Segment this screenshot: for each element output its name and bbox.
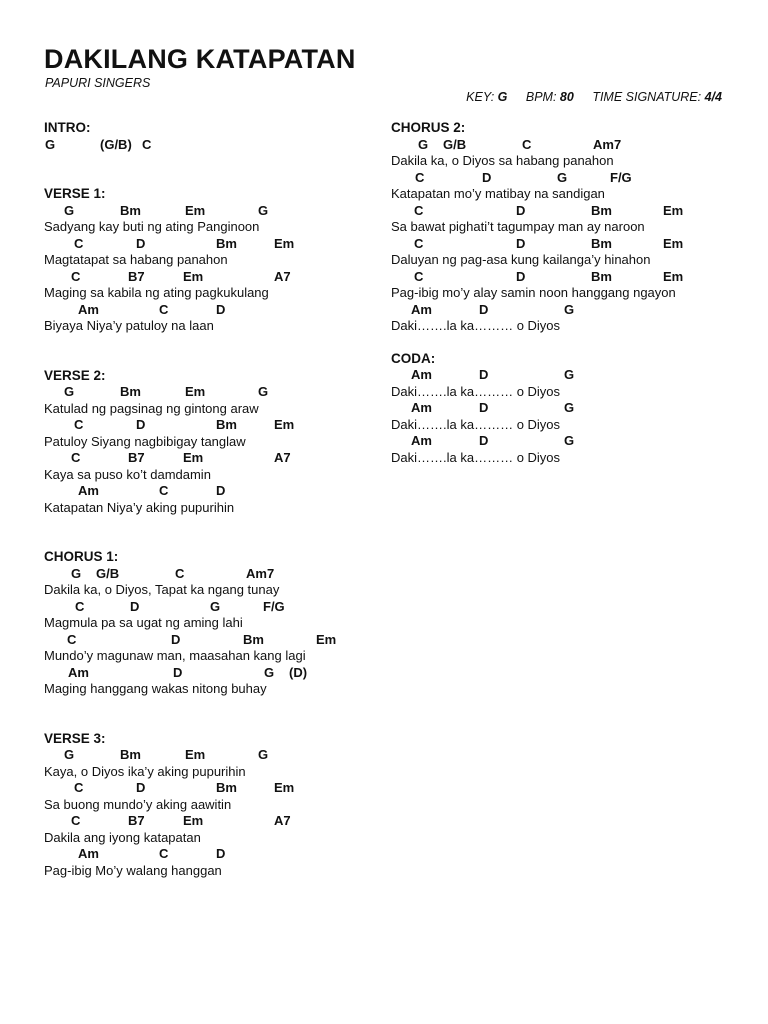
- chord-line: [44, 302, 389, 319]
- lyric-line: Kaya, o Diyos ika’y aking pupurihin: [44, 763, 246, 779]
- chord: C: [74, 417, 84, 432]
- chord: Em: [316, 631, 337, 647]
- lyric-line: Daki…….la ka……… o Diyos: [391, 318, 561, 333]
- chord-line: [391, 236, 736, 253]
- chord-line: [44, 846, 389, 863]
- chord-line: [391, 269, 736, 286]
- section-heading: INTRO:: [44, 120, 91, 135]
- chord: C: [71, 268, 81, 284]
- chord-line: [391, 137, 736, 154]
- chord: B7: [128, 268, 145, 284]
- chord: Em: [663, 268, 684, 284]
- song-artist: PAPURI SINGERS: [45, 76, 151, 90]
- chord: C: [142, 136, 152, 152]
- time-signature-value: 4/4: [704, 90, 722, 104]
- chord-line: [44, 236, 389, 253]
- lyric-line: Sa bawat pighati’t tagumpay man ay naroon: [391, 219, 645, 234]
- chord: F/G: [263, 598, 285, 614]
- song-section: [44, 731, 389, 880]
- lyric-line: Sa buong mundo’y aking aawitin: [44, 796, 232, 812]
- chord: D: [482, 169, 492, 185]
- section-heading: CHORUS 2:: [391, 120, 466, 135]
- chord: D: [173, 664, 183, 680]
- lyric-line: Dakila ka, o Diyos sa habang panahon: [391, 153, 614, 168]
- chord: D: [216, 483, 226, 498]
- chord-line: [44, 566, 389, 583]
- chord: Bm: [216, 417, 237, 432]
- song-section: [44, 120, 389, 153]
- chord-line: [391, 400, 736, 417]
- lyric-line: Dakila ka, o Diyos, Tapat ka ngang tunay: [44, 582, 280, 597]
- chord: Bm: [120, 384, 141, 399]
- lyric-line: Pag-ibig mo’y alay samin noon hanggang ngayon: [391, 285, 676, 300]
- chord: Em: [274, 417, 295, 432]
- lyric-line: Kaya sa puso ko’t damdamin: [44, 466, 211, 482]
- chord: G: [71, 565, 82, 581]
- chord: D: [479, 367, 489, 382]
- chord: Am: [78, 483, 99, 498]
- chord: G: [45, 136, 56, 152]
- chord: C: [175, 565, 185, 581]
- key-label: KEY:: [466, 90, 495, 104]
- chord: G: [258, 747, 269, 762]
- chord: D: [136, 235, 146, 251]
- lyric-line: Mundo’y magunaw man, maasahan kang lagi: [44, 648, 306, 663]
- chord: Am7: [593, 136, 622, 152]
- chord: Em: [183, 450, 204, 465]
- chord: Am: [68, 664, 89, 680]
- song-meta: [0, 90, 722, 104]
- chord: B7: [128, 813, 145, 828]
- chord: G: [210, 598, 221, 614]
- chord: Em: [185, 747, 206, 762]
- chord: A7: [274, 268, 291, 284]
- chord: Bm: [120, 202, 141, 218]
- chord: C: [74, 235, 84, 251]
- chord: G: [564, 400, 575, 415]
- chord: D: [216, 301, 226, 317]
- chord: D: [136, 417, 146, 432]
- chord: Em: [183, 268, 204, 284]
- lyric-line: Sadyang kay buti ng ating Panginoon: [44, 219, 260, 234]
- chord: C: [67, 631, 77, 647]
- lyric-line: Magmula pa sa ugat ng aming lahi: [44, 615, 243, 630]
- time-signature-label: TIME SIGNATURE:: [592, 90, 702, 104]
- chord: Am: [411, 433, 432, 448]
- chord: C: [71, 813, 81, 828]
- chord: C: [75, 598, 85, 614]
- chord: G: [258, 202, 269, 218]
- chord: B7: [128, 450, 145, 465]
- right-column: [391, 120, 736, 466]
- chord-line: [44, 665, 389, 682]
- chord: Bm: [216, 780, 237, 795]
- chord: Em: [185, 202, 206, 218]
- chord: Em: [274, 235, 295, 251]
- chord: Bm: [243, 631, 264, 647]
- chord: Bm: [591, 202, 612, 218]
- section-heading: CODA:: [391, 350, 436, 366]
- chord: Am: [411, 301, 432, 317]
- chord: Am: [411, 400, 432, 415]
- chord: D: [216, 846, 226, 861]
- chord: Am: [78, 846, 99, 861]
- chord: C: [414, 202, 424, 218]
- chord: G: [564, 301, 575, 317]
- chord: C: [415, 169, 425, 185]
- chord: C: [159, 846, 169, 861]
- song-section: [391, 120, 736, 335]
- chord: G: [64, 384, 75, 399]
- chord: G: [258, 384, 269, 399]
- chord: Bm: [591, 268, 612, 284]
- lyric-line: Daki…….la ka……… o Diyos: [391, 449, 561, 465]
- chord-line: [44, 813, 389, 830]
- song-section: [44, 368, 389, 517]
- chord: C: [522, 136, 532, 152]
- lyric-line: Katapatan mo’y matibay na sandigan: [391, 186, 605, 201]
- chord: (G/B): [100, 136, 132, 152]
- song-title: DAKILANG KATAPATAN: [44, 44, 356, 74]
- chord-line: [391, 170, 736, 187]
- chord: Em: [183, 813, 204, 828]
- lyric-line: Dakila ang iyong katapatan: [44, 829, 201, 845]
- chord-line: [44, 137, 389, 154]
- chord: D: [516, 235, 526, 251]
- left-column: [44, 120, 389, 879]
- chord: Em: [663, 202, 684, 218]
- chord-line: [44, 417, 389, 434]
- song-section: [44, 549, 389, 698]
- lyric-line: Katapatan Niya’y aking pupurihin: [44, 499, 235, 515]
- chord: Bm: [120, 747, 141, 762]
- chord: D: [516, 202, 526, 218]
- chord-line: [44, 384, 389, 401]
- bpm-value: 80: [559, 90, 574, 104]
- chord-line: [44, 780, 389, 797]
- section-heading: VERSE 3:: [44, 730, 106, 746]
- song-section: [391, 351, 736, 467]
- chord-line: [391, 433, 736, 450]
- chord-line: [391, 367, 736, 384]
- chord: G: [64, 202, 75, 218]
- chord: Bm: [591, 235, 612, 251]
- chord: D: [479, 400, 489, 415]
- chord: G: [64, 747, 75, 762]
- chord: Em: [274, 780, 295, 795]
- lyric-line: Patuloy Siyang nagbibigay tanglaw: [44, 433, 246, 449]
- chord: C: [71, 450, 81, 465]
- chord: G: [564, 433, 575, 448]
- chord-line: [44, 599, 389, 616]
- chord: G: [557, 169, 568, 185]
- key-value: G: [497, 90, 508, 104]
- chord: Em: [663, 235, 684, 251]
- lyric-line: Daluyan ng pag-asa kung kailanga’y hinahon: [391, 252, 651, 267]
- chord: D: [479, 433, 489, 448]
- chord: G: [418, 136, 429, 152]
- chord: C: [414, 268, 424, 284]
- chord: G: [264, 664, 275, 680]
- bpm-label: BPM:: [525, 90, 557, 104]
- chord-line: [44, 483, 389, 500]
- section-heading: CHORUS 1:: [44, 549, 119, 564]
- chord: (D): [289, 664, 308, 680]
- chord: Bm: [216, 235, 237, 251]
- chord-line: [44, 269, 389, 286]
- song-section: [44, 186, 389, 335]
- section-heading: VERSE 2:: [44, 367, 106, 383]
- chord: C: [159, 483, 169, 498]
- chord: Am: [411, 367, 432, 382]
- chord: Am: [78, 301, 99, 317]
- chord-line: [44, 747, 389, 764]
- lyric-line: Magtatapat sa habang panahon: [44, 252, 228, 267]
- chord: D: [136, 780, 146, 795]
- chord-line: [44, 632, 389, 649]
- chord: D: [171, 631, 181, 647]
- chord: A7: [274, 813, 291, 828]
- lyric-line: Maging hanggang wakas nitong buhay: [44, 681, 267, 696]
- lyric-line: Biyaya Niya’y patuloy na laan: [44, 318, 214, 333]
- chord: Em: [185, 384, 206, 399]
- chord: G: [564, 367, 575, 382]
- chord: G/B: [443, 136, 467, 152]
- chord-line: [391, 203, 736, 220]
- chord: F/G: [610, 169, 632, 185]
- chord: A7: [274, 450, 291, 465]
- lyric-line: Daki…….la ka……… o Diyos: [391, 383, 561, 399]
- lyric-line: Maging sa kabila ng ating pagkukulang: [44, 285, 269, 300]
- chord: Am7: [246, 565, 275, 581]
- section-heading: VERSE 1:: [44, 186, 106, 201]
- lyric-line: Daki…….la ka……… o Diyos: [391, 416, 561, 432]
- lyric-line: Katulad ng pagsinag ng gintong araw: [44, 400, 259, 416]
- lyric-line: Pag-ibig Mo’y walang hanggan: [44, 862, 222, 878]
- chord: C: [159, 301, 169, 317]
- chord: G/B: [96, 565, 120, 581]
- chord: D: [130, 598, 140, 614]
- chord: C: [414, 235, 424, 251]
- chord-line: [391, 302, 736, 319]
- chord: C: [74, 780, 84, 795]
- chord: D: [479, 301, 489, 317]
- chord-line: [44, 450, 389, 467]
- chord-line: [44, 203, 389, 220]
- chord: D: [516, 268, 526, 284]
